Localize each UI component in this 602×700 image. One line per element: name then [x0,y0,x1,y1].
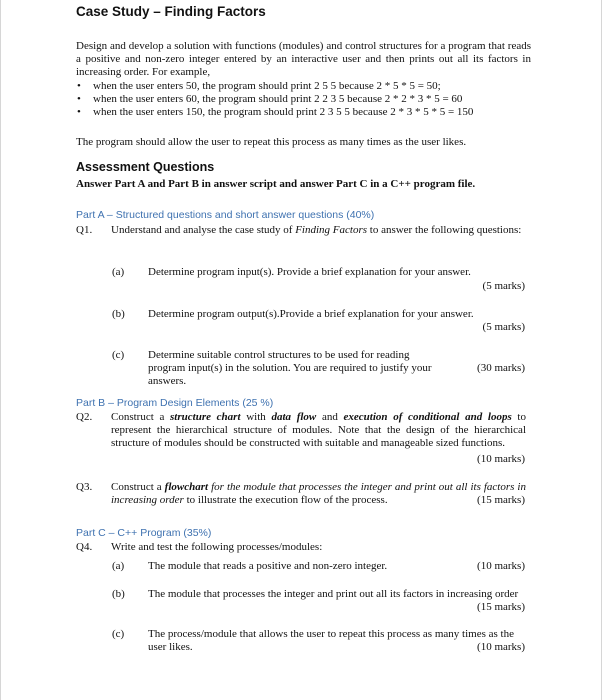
page-title: Case Study – Finding Factors [76,4,266,19]
sub-question-label: (b) [112,308,125,320]
part-a-heading: Part A – Structured questions and short answer questions (40%) [76,209,375,221]
sub-question-text: The process/module that allows the user to repeat this process as many times as the user likes. [148,628,514,653]
question-number: Q1. [76,224,93,236]
example-text: when the user enters 50, the program should print 2 5 5 because 2 * 5 * 5 = 50; [93,80,441,92]
list-item: • when the user enters 50, the program should print 2 5 5 because 2 * 5 * 5 = 50; [77,80,441,92]
sub-question-text: Determine suitable control structures to be used for reading program input(s) in the solution. You are required to justify your answers. [148,349,432,387]
case-study-name: Finding Factors [295,224,368,236]
question-text: Understand and analyse the case study of Finding Factors to answer the following questions: [111,224,522,236]
marks-label: (10 marks) [477,641,525,653]
sub-question-text: Determine program output(s).Provide a brief explanation for your answer. [148,308,474,320]
sub-question-label: (a) [112,266,125,278]
question-number: Q4. [76,541,93,553]
question-number: Q2. [76,411,93,423]
sub-question-label: (b) [112,588,125,600]
question-text: Write and test the following processes/modules: [111,541,323,553]
example-text: when the user enters 60, the program should print 2 2 3 5 because 2 * 2 * 3 * 5 = 60 [93,93,463,106]
sub-question-label: (a) [112,560,125,572]
marks-label: (10 marks) [477,560,525,572]
list-item: • when the user enters 60, the program should print 2 2 3 5 because 2 * 2 * 3 * 5 = 60 [77,93,463,106]
example-text: when the user enters 150, the program should print 2 3 5 5 because 2 * 3 * 5 * 5 = 150 [93,106,474,119]
marks-label: (15 marks) [477,601,525,613]
sub-question-label: (c) [112,349,125,361]
question-text: Construct a flowchart for the module that processes the integer and print out all its factors in increasing order to illustrate the execution flow of the process. [111,481,526,506]
marks-label: (10 marks) [477,453,525,465]
sub-question-text: Determine program input(s). Provide a brief explanation for your answer. [148,266,471,278]
part-b-heading: Part B – Program Design Elements (25 %) [76,397,274,409]
sub-question-text: The module that processes the integer and print out all its factors in increasing order [148,588,519,600]
question-text: Construct a structure chart with data flow and execution of conditional and loops to represent the hierarchical structure of modules. Note that the design of the hierarchical structure of modules should be constructed with suitable and manageable sized functions. [111,411,526,449]
repeat-paragraph: The program should allow the user to repeat this process as many times as the user likes. [76,136,467,148]
sub-question-text: The module that reads a positive and non-zero integer. [148,560,388,572]
sub-question-label: (c) [112,628,125,640]
intro-paragraph: Design and develop a solution with functions (modules) and control structures for a program that reads a positive and non-zero integer entered by an interactive user and then prints out all its factors in increasing order. For example, [76,40,531,78]
assessment-heading: Assessment Questions [76,160,215,174]
marks-label: (15 marks) [477,494,525,506]
assessment-instruction: Answer Part A and Part B in answer script and answer Part C in a C++ program file. [76,178,476,190]
question-number: Q3. [76,481,93,493]
part-c-heading: Part C – C++ Program (35%) [76,527,212,539]
marks-label: (5 marks) [482,280,525,292]
marks-label: (30 marks) [477,362,525,374]
list-item: • when the user enters 150, the program should print 2 3 5 5 because 2 * 3 * 5 * 5 = 150 [77,106,474,119]
marks-label: (5 marks) [482,321,525,333]
example-list [76,80,536,120]
